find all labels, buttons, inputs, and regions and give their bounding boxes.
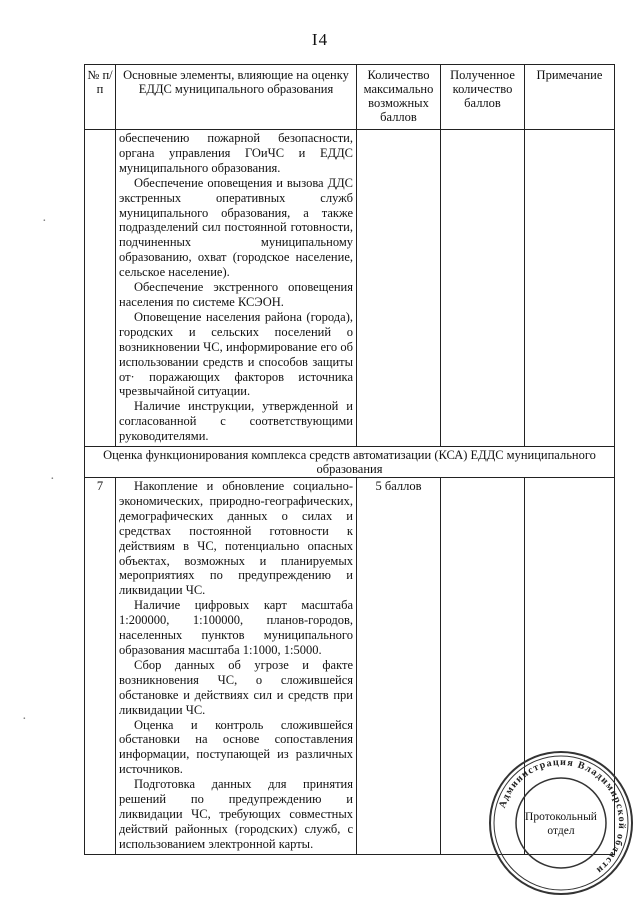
paragraph: Оценка и контроль сложившейся обстановки на основе сопоставления информации, поступающей из различных источников. — [119, 717, 353, 777]
header-received-points: Полученное количество баллов — [441, 65, 525, 130]
section-title-row — [85, 447, 615, 478]
scan-speck: · — [42, 214, 47, 229]
paragraph: Накопление и обновление социально-экономических, природно-географических, демографических данных о силах и средствах постоянной готовности к действиям в ЧС, потенциально опасных объектах, возможных и планируемых мероприятиях по предупреждению и ликвидации ЧС. — [119, 479, 353, 598]
cell-num-empty — [85, 130, 116, 447]
table-header-row — [85, 65, 615, 130]
cell-received-empty — [441, 130, 525, 447]
paragraph: Наличие инструкции, утвержденной и согласованной с соответствующими руководителями. — [119, 399, 353, 444]
paragraph: Подготовка данных для принятия решений по предупреждению и ликвидации ЧС, требующих совместных действий районных (городских) служб, с использованием электронной карты. — [119, 777, 353, 851]
paragraph: Наличие цифровых карт масштаба 1:200000, 1:100000, планов-городов, населенных пунктов муниципального образования масштаба 1:1000, 1:5000. — [119, 598, 353, 657]
paragraph: Оповещение населения района (города), городских и сельских поселений о возникновении ЧС, информирование его об использовании средств и способов защиты от· поражающих факторов источника чрезвычайной ситуации. — [119, 309, 353, 399]
cell-description-continued — [116, 130, 357, 447]
stamp-center-line2: отдел — [547, 825, 575, 837]
header-description: Основные элементы, влияющие на оценку ЕДДС муниципального образования — [116, 65, 357, 130]
stamp-center-line1: Протокольный — [525, 811, 597, 823]
scan-speck: · — [22, 712, 27, 727]
cell-description — [116, 478, 357, 855]
assessment-table — [84, 64, 615, 855]
official-stamp — [486, 748, 636, 898]
cell-max-points: 5 баллов — [357, 478, 441, 855]
page-number: I4 — [311, 30, 329, 49]
stamp-ring-text: Администрация Владимирской области — [497, 756, 628, 877]
cell-note-empty — [525, 130, 615, 447]
paragraph: обеспечению пожарной безопасности, органа управления ГОиЧС и ЕДДС муниципального образования. — [119, 131, 353, 175]
paragraph: Обеспечение экстренного оповещения населения по системе КСЭОН. — [119, 280, 353, 309]
cell-max-empty — [357, 130, 441, 447]
paragraph: Сбор данных об угрозе и факте возникновения ЧС, о сложившейся обстановке и действиях сил и средств при ликвидации ЧС. — [119, 657, 353, 717]
header-max-points: Количество максимально возможных баллов — [357, 65, 441, 130]
header-num: № п/п — [85, 65, 116, 130]
table-row-continued — [85, 130, 615, 447]
cell-num: 7 — [85, 478, 116, 855]
paragraph: Обеспечение оповещения и вызова ДДС экстренных оперативных служб муниципального образования, а также подразделений сил постоянной готовности, подчиненных муниципальному образованию, охват (городское население, сельское население). — [119, 175, 353, 280]
section-title: Оценка функционирования комплекса средств автоматизации (КСА) ЕДДС муниципального образования — [85, 447, 615, 478]
scan-speck: · — [50, 472, 55, 487]
header-note: Примечание — [525, 65, 615, 130]
